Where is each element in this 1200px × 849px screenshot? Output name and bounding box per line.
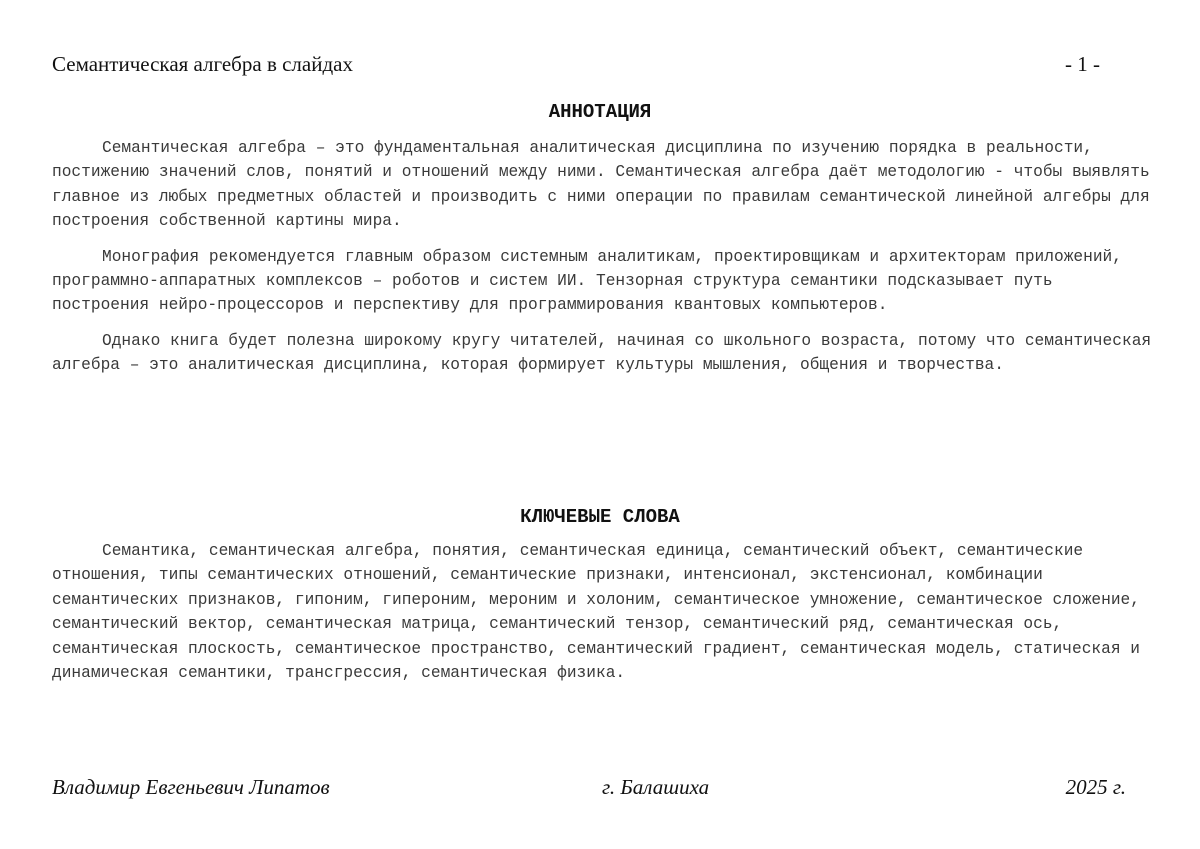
footer-year: 2025 г. bbox=[1065, 775, 1126, 799]
annotation-paragraph: Монография рекомендуется главным образом системным аналитикам, проектировщикам и архитекторам приложений, программно-аппаратных комплексов – роботов и систем ИИ. Тензорная структура семантики подсказывает путь построения нейро-процессоров и перспективу для программирования квантовых компьютеров. bbox=[52, 247, 1122, 315]
footer-author: Владимир Евгеньевич Липатов bbox=[52, 775, 330, 799]
annotation-body bbox=[52, 136, 1152, 389]
annotation-heading: АННОТАЦИЯ bbox=[548, 101, 652, 123]
document-title: Семантическая алгебра в слайдах bbox=[52, 52, 353, 76]
annotation-paragraph: Семантическая алгебра – это фундаментальная аналитическая дисциплина по изучению порядка в реальности, постижению значений слов, понятий и отношений между ними. Семантическая алгебра даёт методологию - чтобы выявлять главное из любых предметных областей и производить с ними операции по правилам семантической линейной алгебры для построения собственной картины мира. bbox=[52, 139, 1150, 231]
footer-city: г. Балашиха bbox=[602, 775, 710, 799]
keywords-body bbox=[52, 539, 1152, 696]
annotation-paragraph: Однако книга будет полезна широкому кругу читателей, начиная со школьного возраста, потому что семантическая алгебра – это аналитическая дисциплина, которая формирует культуры мышления, общения и творчества. bbox=[52, 331, 1152, 375]
keywords-heading: КЛЮЧЕВЫЕ СЛОВА bbox=[520, 506, 680, 528]
keywords-paragraph: Семантика, семантическая алгебра, понятия, семантическая единица, семантический объект, семантические отношения, типы семантических отношений, семантические признаки, интенсионал, экстенсионал, комбинации семантических признаков, гипоним, гипероним, мероним и холоним, семантическое умножение, семантическое сложение, семантический вектор, семантическая матрица, семантический тензор, семантический ряд, семантическая ось, семантическая плоскость, семантическое пространство, семантический градиент, семантическая модель, статическая и динамическая семантики, трансгрессия, семантическая физика. bbox=[52, 542, 1140, 683]
page-number: - 1 - bbox=[1065, 52, 1100, 76]
